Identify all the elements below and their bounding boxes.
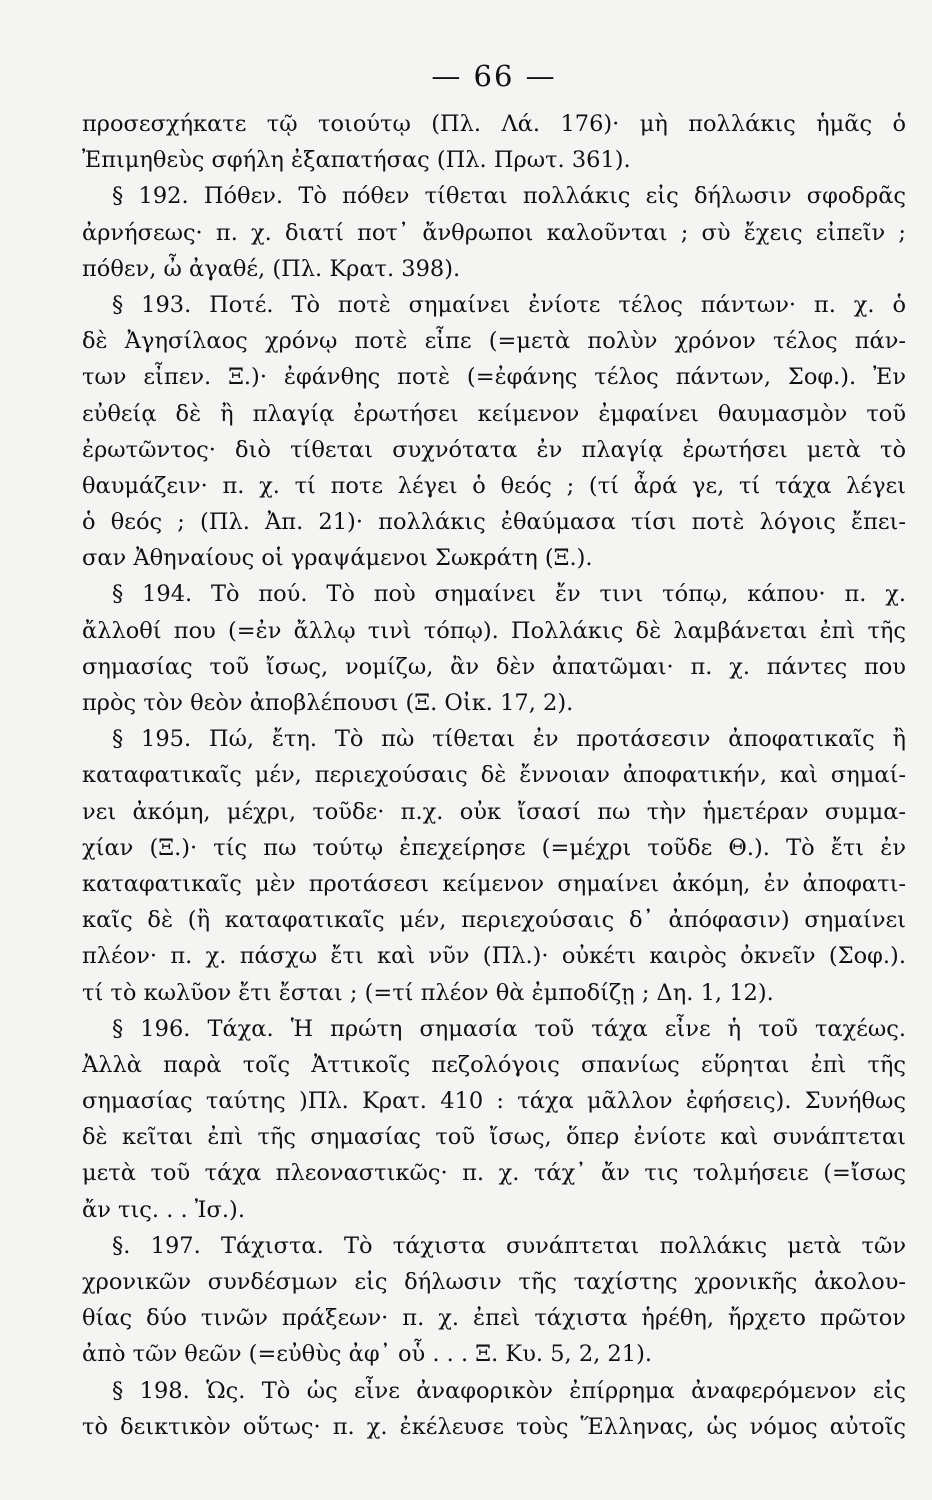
text-line: θίας δύο τινῶν πράξεων· π. χ. ἐπεὶ τάχιστα ἡρέθη, ἤρχετο πρῶτον [82,1305,906,1332]
text-line: § 192. Πόθεν. Τὸ πόθεν τίθεται πολλάκις εἰς δήλωσιν σφοδρᾶς [112,183,906,210]
text-line: Ἀλλὰ παρὰ τοῖς Ἀττικοῖς πεζολόγοις σπανίως εὕρηται ἐπὶ τῆς [82,1051,906,1078]
text-line: προσεσχήκατε τῷ τοιούτῳ (Πλ. Λά. 176)· μὴ πολλάκις ἡμᾶς ὁ [82,111,906,137]
text-line: ἀπὸ τῶν θεῶν (=εὐθὺς ἀφ᾿ οὗ . . . Ξ. Κυ. 5, 2, 21). [82,1341,652,1368]
text-line: δὲ Ἀγησίλαος χρόνῳ ποτὲ εἶπε (=μετὰ πολὺν χρόνον τέλος πάν- [82,328,906,355]
text-line: § 198. Ὡς. Τὸ ὡς εἶνε ἀναφορικὸν ἐπίρρημα ἀναφερόμενον εἰς [112,1377,906,1404]
text-line: πόθεν, ὦ ἀγαθέ, (Πλ. Κρατ. 398). [82,255,461,282]
text-line: σημασίας ταύτης )Πλ. Κρατ. 410 : τάχα μᾶλλον ἐφήσεις). Συνήθως [82,1088,906,1115]
text-line: ἀρνήσεως· π. χ. διατί ποτ᾿ ἄνθρωποι καλοῦνται ; σὺ ἔχεις εἰπεῖν ; [82,219,906,246]
text-line: Ἐπιμηθεὺς σφήλη ἐξαπατήσας (Πλ. Πρωτ. 361). [82,147,631,174]
text-line: χίαν (Ξ.)· τίς πω τούτῳ ἐπεχείρησε (=μέχρι τοῦδε Θ.). Τὸ ἔτι ἐν [82,834,906,861]
text-line: εὐθείᾳ δὲ ἢ πλαγίᾳ ἐρωτήσει κείμενον ἐμφαίνει θαυμασμὸν τοῦ [82,400,906,427]
text-line: τί τὸ κωλῦον ἔτι ἔσται ; (=τί πλέον θὰ ἐμποδίζῃ ; Δη. 1, 12). [82,979,774,1006]
text-line: ἐρωτῶντος· διὸ τίθεται συχνότατα ἐν πλαγίᾳ ἐρωτήσει μετὰ τὸ [82,436,906,463]
text-line: ὁ θεός ; (Πλ. Ἀπ. 21)· πολλάκις ἐθαύμασα τίσι ποτὲ λόγοις ἔπει- [82,509,906,536]
text-line: μετὰ τοῦ τάχα πλεοναστικῶς· π. χ. τάχ᾿ ἄν τις τολμήσειε (=ἴσως [82,1160,906,1187]
text-line: καταφατικαῖς μὲν προτάσεσι κείμενον σημαίνει ἀκόμη, ἐν ἀποφατι- [82,870,906,897]
page-number: — 66 — [431,59,557,93]
text-line: χρονικῶν συνδέσμων εἰς δήλωσιν τῆς ταχίστης χρονικῆς ἀκολου- [82,1269,906,1295]
text-line: ἄν τις. . . Ἰσ.). [82,1196,245,1223]
text-line: ἄλλοθί που (=ἐν ἄλλῳ τινὶ τόπῳ). Πολλάκις δὲ λαμβάνεται ἐπὶ τῆς [82,617,906,644]
text-line: § 196. Τάχα. Ἡ πρώτη σημασία τοῦ τάχα εἶνε ἡ τοῦ ταχέως. [112,1015,906,1042]
text-line: καῖς δὲ (ἢ καταφατικαῖς μέν, περιεχούσαις δ᾿ ἀπόφασιν) σημαίνει [82,907,906,934]
text-line: τὸ δεικτικὸν οὕτως· π. χ. ἐκέλευσε τοὺς Ἕλληνας, ὡς νόμος αὐτοῖς [82,1413,906,1440]
text-line: καταφατικαῖς μέν, περιεχούσαις δὲ ἔννοιαν ἀποφατικήν, καὶ σημαί- [82,762,906,789]
text-line: § 194. Τὸ πού. Τὸ ποὺ σημαίνει ἔν τινι τόπῳ, κάπου· π. χ. [112,581,906,608]
text-line: των εἶπεν. Ξ.)· ἐφάνθης ποτὲ (=ἐφάνης τέλος πάντων, Σοφ.). Ἐν [82,364,906,391]
text-line: πλέον· π. χ. πάσχω ἔτι καὶ νῦν (Πλ.)· οὐκέτι καιρὸς ὀκνεῖν (Σοφ.). [82,943,906,970]
body-text [82,106,906,1445]
text-line: νει ἀκόμη, μέχρι, τοῦδε· π.χ. οὐκ ἴσασί πω τὴν ἡμετέραν συμμα- [82,798,906,825]
text-line: θαυμάζειν· π. χ. τί ποτε λέγει ὁ θεός ; (τί ἆρά γε, τί τάχα λέγει [82,472,906,499]
text-line: σαν Ἀθηναίους οἱ γραψάμενοι Σωκράτη (Ξ.). [82,545,593,572]
text-line: § 193. Ποτέ. Τὸ ποτὲ σημαίνει ἐνίοτε τέλος πάντων· π. χ. ὁ [112,291,906,318]
text-line: § 195. Πώ, ἔτη. Τὸ πὼ τίθεται ἐν προτάσεσιν ἀποφατικαῖς ἢ [112,726,906,753]
text-line: πρὸς τὸν θεὸν ἀποβλέπουσι (Ξ. Οἰκ. 17, 2). [82,690,574,716]
text-line: δὲ κεῖται ἐπὶ τῆς σημασίας τοῦ ἴσως, ὅπερ ἐνίοτε καὶ συνάπτεται [82,1124,906,1151]
text-line: §. 197. Τάχιστα. Τὸ τάχιστα συνάπτεται πολλάκις μετὰ τῶν [112,1232,906,1259]
text-line: σημασίας τοῦ ἴσως, νομίζω, ἂν δὲν ἀπατῶμαι· π. χ. πάντες που [82,653,906,680]
